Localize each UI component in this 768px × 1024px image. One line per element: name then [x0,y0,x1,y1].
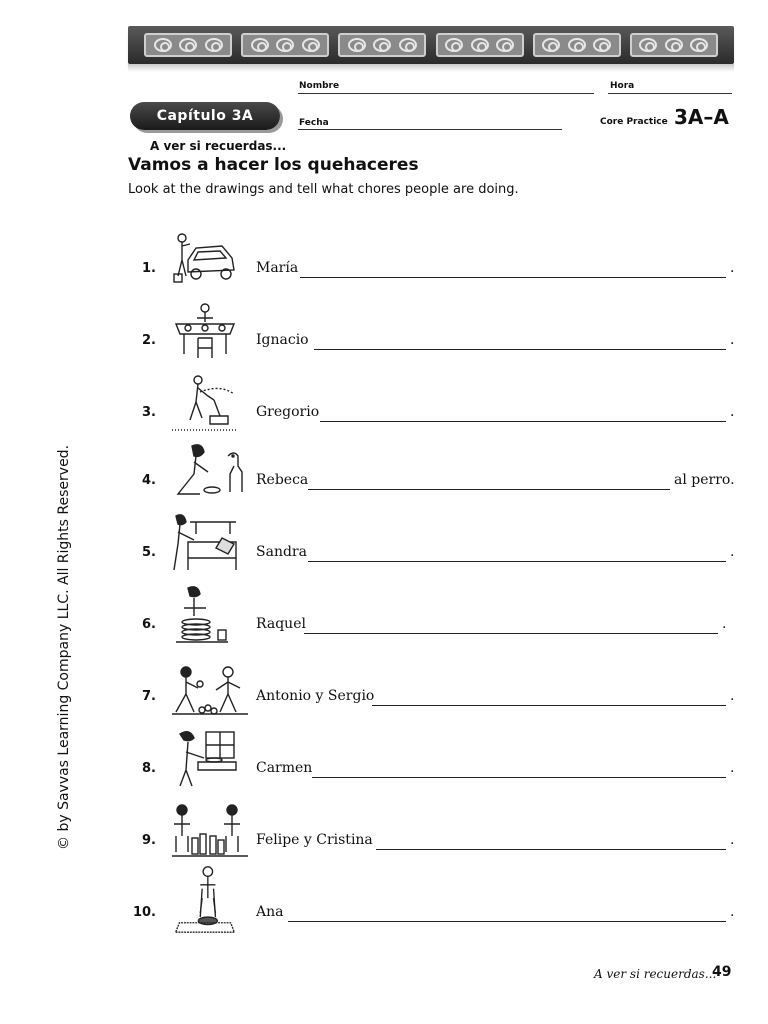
answer-field[interactable] [288,921,726,922]
item-name: María [256,260,299,276]
banner-tile [630,33,718,57]
banner-tile [144,33,232,57]
list-item [128,730,734,790]
item-tail: . [722,616,727,632]
section-kicker: A ver si recuerdas... [150,139,287,153]
item-name: Sandra [256,544,307,560]
answer-field[interactable] [312,777,726,778]
vacuuming-icon [170,864,240,936]
item-name: Raquel [256,616,306,632]
practice-number: 3A–A [674,105,729,129]
item-number: 9. [142,833,156,848]
banner-tile [436,33,524,57]
item-tail: . [730,832,735,848]
item-tail: . [730,260,735,276]
activity-title: Vamos a hacer los quehaceres [128,155,419,175]
item-number: 8. [142,761,156,776]
making-bed-icon [170,514,240,572]
chapter-badge: Capítulo 3A [130,102,280,130]
item-number: 6. [142,617,156,632]
mowing-lawn-icon [170,374,240,432]
decorative-banner [128,26,734,64]
answer-field[interactable] [314,349,726,350]
answer-field[interactable] [320,421,726,422]
banner-tile [533,33,621,57]
washing-dishes-icon [170,586,240,644]
banner-shadow [128,64,734,72]
banner-tile [338,33,426,57]
item-tail: . [730,760,735,776]
answer-field[interactable] [308,489,670,490]
item-number: 4. [142,473,156,488]
item-tail: . [730,904,735,920]
banner-tile [241,33,329,57]
answer-field[interactable] [376,849,726,850]
copyright-notice: © by Savvas Learning Company LLC. All Rights Reserved. [56,444,72,850]
item-name: Ana [256,904,284,920]
list-item [128,374,734,434]
fecha-field[interactable] [298,129,562,130]
washing-car-icon [170,230,240,288]
item-name: Carmen [256,760,313,776]
hora-label: Hora [610,81,635,91]
item-number: 5. [142,545,156,560]
setting-table-icon [170,302,240,360]
item-name: Gregorio [256,404,320,420]
recycling-icon [170,802,250,860]
feeding-dog-icon [170,442,250,500]
item-name: Ignacio [256,332,309,348]
page-number: 49 [712,964,732,980]
item-tail: . [730,688,735,704]
item-name: Rebeca [256,472,309,488]
answer-field[interactable] [372,705,726,706]
item-tail: al perro. [674,472,735,488]
item-name: Antonio y Sergio [256,688,375,704]
list-item [128,230,734,290]
list-item [128,586,734,646]
gardening-icon [170,658,250,716]
item-number: 7. [142,689,156,704]
list-item [128,874,734,934]
list-item [128,514,734,574]
footer-section: A ver si recuerdas... [594,967,717,981]
nombre-label: Nombre [299,81,340,91]
item-tail: . [730,332,735,348]
list-item [128,302,734,362]
list-item [128,442,734,502]
fecha-label: Fecha [299,118,329,128]
core-practice-label: Core Practice [600,117,668,127]
item-tail: . [730,404,735,420]
answer-field[interactable] [308,561,726,562]
hora-field[interactable] [608,93,732,94]
instructions: Look at the drawings and tell what chores people are doing. [128,182,519,197]
nombre-field[interactable] [298,93,594,94]
answer-field[interactable] [304,633,718,634]
item-tail: . [730,544,735,560]
list-item [128,802,734,862]
answer-field[interactable] [300,277,726,278]
cooking-icon [170,730,240,788]
item-number: 3. [142,405,156,420]
item-number: 10. [132,905,156,920]
item-name: Felipe y Cristina [256,832,373,848]
item-number: 1. [142,261,156,276]
list-item [128,658,734,718]
item-number: 2. [142,333,156,348]
